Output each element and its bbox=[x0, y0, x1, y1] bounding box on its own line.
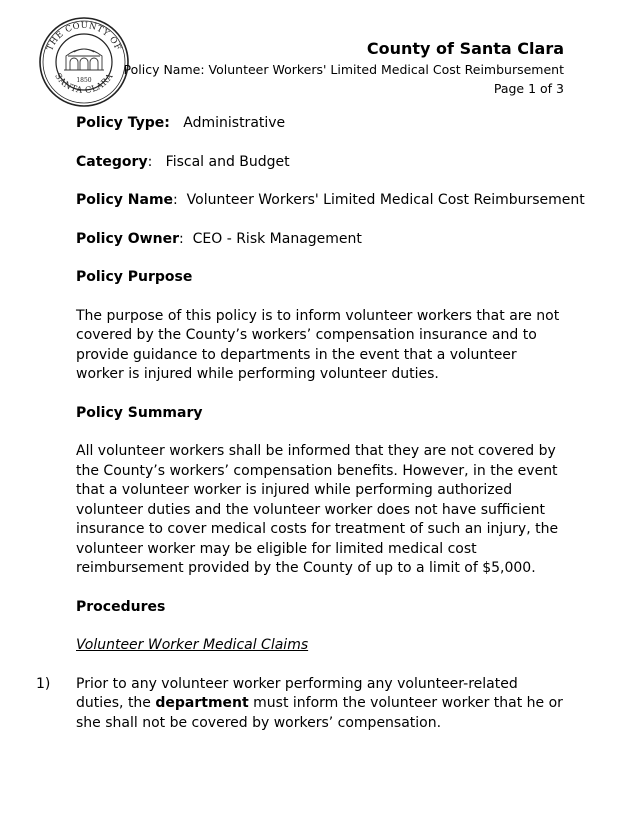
policy-name-value: Volunteer Workers' Limited Medical Cost Reimbursement bbox=[186, 192, 585, 208]
policy-type-label: Policy Type: bbox=[76, 115, 170, 131]
policy-owner-value: CEO - Risk Management bbox=[192, 230, 362, 247]
policy-type-field bbox=[76, 114, 566, 134]
header-policy-name: Policy Name: Volunteer Workers' Limited Medical Cost Reimbursement bbox=[123, 62, 564, 77]
mission-building-icon bbox=[64, 49, 104, 70]
seal-bottom-text: SANTA CLARA bbox=[52, 71, 116, 97]
county-seal-graphic bbox=[38, 16, 130, 108]
category-value: Fiscal and Budget bbox=[165, 153, 290, 170]
policy-name-field: Policy Name: Volunteer Workers' Limited Medical Cost Reimbursement bbox=[76, 192, 585, 208]
policy-summary-heading: Policy Summary bbox=[76, 404, 203, 421]
document-header bbox=[124, 38, 564, 98]
category-field: Category: Fiscal and Budget bbox=[76, 153, 290, 170]
procedure-item bbox=[36, 675, 566, 734]
county-seal bbox=[38, 16, 130, 108]
policy-summary-text: All volunteer workers shall be informed that they are not covered by the County’s workers’ compensation benefits. However, in the event that a volunteer worker is injured while performing authorized volunteer duties and the volunteer worker does not have sufficient insurance to cover medical costs for treatment of such an injury, the volunteer worker may be eligible for limited medical cost reimbursement provided by the County of up to a limit of $5,000. bbox=[76, 443, 559, 576]
svg-text:THE COUNTY OF bbox=[45, 21, 123, 52]
seal-top-text: THE COUNTY OF bbox=[45, 20, 123, 53]
procedure-item-bold: department bbox=[155, 695, 249, 711]
policy-purpose-text: The purpose of this policy is to inform volunteer workers that are not covered by the County’s workers’ compensation insurance and to provide guidance to departments in the event that a volunteer worker is injured while performing volunteer duties. bbox=[76, 307, 560, 382]
seal-year: 1850 bbox=[76, 77, 92, 84]
procedures-subheading: Volunteer Worker Medical Claims bbox=[76, 637, 309, 653]
policy-name-label: Policy Name bbox=[76, 192, 174, 208]
document-body bbox=[36, 114, 585, 733]
page-number: Page 1 of 3 bbox=[493, 81, 564, 96]
policy-type-value: Administrative bbox=[183, 115, 286, 131]
procedure-item-text-after: must inform the volunteer worker that he or she shall not be covered by workers’ compensation. bbox=[76, 695, 563, 731]
policy-owner-label: Policy Owner bbox=[76, 230, 179, 247]
county-name: County of Santa Clara bbox=[366, 39, 564, 58]
category-label: Category bbox=[76, 153, 148, 170]
procedures-heading: Procedures bbox=[76, 598, 166, 615]
procedure-item-text-before: Prior to any volunteer worker performing any volunteer-related duties, the bbox=[76, 675, 518, 711]
procedure-item-number: 1) bbox=[36, 675, 51, 692]
policy-owner-field: Policy Owner: CEO - Risk Management bbox=[76, 230, 362, 247]
policy-purpose-heading: Policy Purpose bbox=[76, 269, 193, 285]
